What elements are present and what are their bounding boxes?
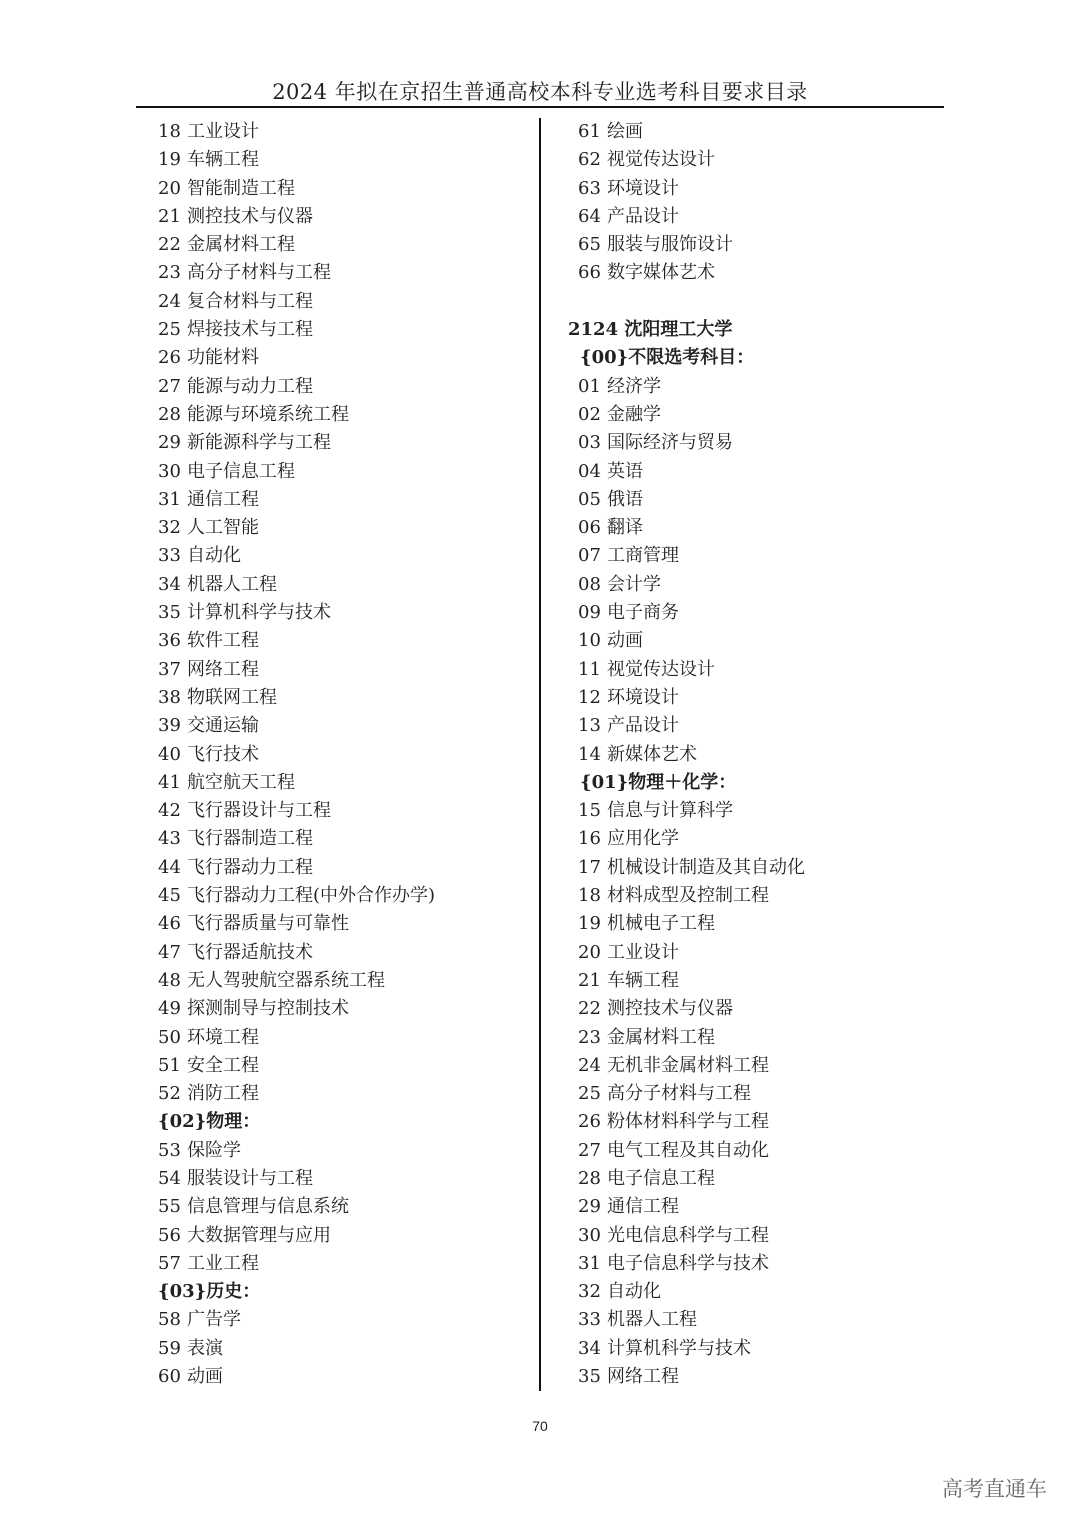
major-code: 05: [578, 488, 601, 510]
major-list-item: [568, 599, 805, 627]
major-list-item: [158, 995, 435, 1023]
major-code: 49: [158, 998, 181, 1020]
major-list-item: [568, 401, 805, 429]
major-name: 车辆工程: [607, 969, 679, 991]
major-list-item: [158, 1080, 435, 1108]
major-code: 30: [578, 1224, 601, 1246]
major-list-item: [568, 910, 805, 938]
major-name: 国际经济与贸易: [607, 432, 733, 454]
subject-requirement-heading: {03}历史：: [158, 1281, 261, 1303]
major-code: 32: [158, 517, 181, 539]
major-name: 安全工程: [187, 1054, 259, 1076]
major-code: 42: [158, 800, 181, 822]
left-column: [158, 118, 435, 1391]
major-code: 08: [578, 573, 601, 595]
major-list-item: [158, 571, 435, 599]
university-heading: 2124 沈阳理工大学: [568, 319, 733, 341]
major-name: 信息与计算科学: [607, 800, 733, 822]
major-list-item: [158, 741, 435, 769]
major-list-item: [158, 684, 435, 712]
major-code: 16: [578, 828, 601, 850]
major-name: 飞行器动力工程(中外合作办学): [187, 885, 436, 907]
major-code: 01: [578, 375, 601, 397]
major-code: 20: [158, 177, 181, 199]
major-name: 新媒体艺术: [607, 743, 697, 765]
major-code: 52: [158, 1083, 181, 1105]
major-list-item: [568, 259, 805, 287]
major-list-item: [158, 712, 435, 740]
major-list-item: [568, 1052, 805, 1080]
major-code: 04: [578, 460, 601, 482]
major-code: 06: [578, 517, 601, 539]
major-list-item: [568, 854, 805, 882]
major-list-item: [158, 1024, 435, 1052]
major-name: 金融学: [607, 403, 661, 425]
major-list-item: [158, 910, 435, 938]
major-list-item: [568, 571, 805, 599]
major-list-item: [158, 344, 435, 372]
major-code: 28: [158, 403, 181, 425]
major-name: 经济学: [607, 375, 661, 397]
major-name: 通信工程: [607, 1196, 679, 1218]
major-name: 探测制导与控制技术: [187, 998, 349, 1020]
major-code: 35: [158, 602, 181, 624]
major-list-item: [568, 995, 805, 1023]
major-name: 环境设计: [607, 177, 679, 199]
major-name: 飞行器制造工程: [187, 828, 313, 850]
major-name: 人工智能: [187, 517, 259, 539]
major-name: 大数据管理与应用: [187, 1224, 331, 1246]
major-code: 39: [158, 715, 181, 737]
major-name: 焊接技术与工程: [187, 319, 313, 341]
major-code: 44: [158, 856, 181, 878]
page-title: 2024 年拟在京招生普通高校本科专业选考科目要求目录: [272, 80, 808, 104]
subject-requirement-heading: {02}物理：: [158, 1111, 261, 1133]
major-name: 高分子材料与工程: [187, 262, 331, 284]
major-list-item: [568, 741, 805, 769]
major-name: 金属材料工程: [607, 1026, 715, 1048]
major-name: 机械设计制造及其自动化: [607, 856, 805, 878]
major-list-item: [158, 939, 435, 967]
major-list-item: [568, 1335, 805, 1363]
major-list-item: [568, 967, 805, 995]
major-name: 飞行器动力工程: [187, 856, 313, 878]
major-list-item: [158, 373, 435, 401]
major-name: 飞行技术: [187, 743, 259, 765]
major-code: 19: [158, 149, 181, 171]
major-name: 通信工程: [187, 488, 259, 510]
major-code: 22: [578, 998, 601, 1020]
major-list-item: [158, 514, 435, 542]
major-code: 28: [578, 1167, 601, 1189]
major-name: 视觉传达设计: [607, 658, 715, 680]
major-list-item: [568, 429, 805, 457]
major-code: 53: [158, 1139, 181, 1161]
major-name: 飞行器设计与工程: [187, 800, 331, 822]
major-name: 视觉传达设计: [607, 149, 715, 171]
major-name: 电气工程及其自动化: [607, 1139, 769, 1161]
major-name: 产品设计: [607, 205, 679, 227]
major-name: 工业工程: [187, 1252, 259, 1274]
major-list-item: [568, 1278, 805, 1306]
major-code: 29: [578, 1196, 601, 1218]
major-code: 07: [578, 545, 601, 567]
major-code: 43: [158, 828, 181, 850]
major-code: 11: [578, 658, 601, 680]
major-code: 61: [578, 121, 601, 142]
major-list-item: [158, 1335, 435, 1363]
major-list-item: [568, 825, 805, 853]
major-code: 19: [578, 913, 601, 935]
major-list-item: [158, 656, 435, 684]
major-list-item: [158, 175, 435, 203]
major-code: 54: [158, 1167, 181, 1189]
major-code: 31: [578, 1252, 601, 1274]
major-list-item: [158, 797, 435, 825]
major-list-item: [158, 825, 435, 853]
major-name: 俄语: [607, 488, 643, 510]
major-list-item: [158, 769, 435, 797]
major-name: 工商管理: [607, 545, 679, 567]
major-list-item: [158, 627, 435, 655]
right-column: [568, 118, 805, 1391]
major-code: 33: [158, 545, 181, 567]
major-code: 50: [158, 1026, 181, 1048]
major-name: 会计学: [607, 573, 661, 595]
major-code: 09: [578, 602, 601, 624]
major-name: 服装与服饰设计: [607, 234, 733, 256]
major-name: 功能材料: [187, 347, 259, 369]
major-name: 翻译: [607, 517, 643, 539]
major-list-item: [568, 1306, 805, 1334]
major-code: 10: [578, 630, 601, 652]
column-divider: [539, 118, 541, 1391]
major-name: 网络工程: [607, 1366, 679, 1388]
major-code: 64: [578, 205, 601, 227]
major-code: 34: [158, 573, 181, 595]
major-code: 34: [578, 1337, 601, 1359]
major-list-item: [158, 203, 435, 231]
major-code: 30: [158, 460, 181, 482]
major-code: 62: [578, 149, 601, 171]
major-code: 03: [578, 432, 601, 454]
major-name: 电子信息工程: [187, 460, 295, 482]
major-code: 65: [578, 234, 601, 256]
header-rule: [136, 106, 944, 108]
major-code: 55: [158, 1196, 181, 1218]
major-name: 计算机科学与技术: [607, 1337, 751, 1359]
major-code: 33: [578, 1309, 601, 1331]
major-code: 46: [158, 913, 181, 935]
major-name: 计算机科学与技术: [187, 602, 331, 624]
major-name: 无机非金属材料工程: [607, 1054, 769, 1076]
major-name: 环境工程: [187, 1026, 259, 1048]
major-name: 软件工程: [187, 630, 259, 652]
major-name: 自动化: [187, 545, 241, 567]
major-list-item: [568, 1137, 805, 1165]
major-code: 56: [158, 1224, 181, 1246]
major-code: 21: [158, 205, 181, 227]
major-list-item: [158, 288, 435, 316]
major-code: 14: [578, 743, 601, 765]
major-name: 保险学: [187, 1139, 241, 1161]
major-name: 交通运输: [187, 715, 259, 737]
major-list-item: [568, 1250, 805, 1278]
major-name: 飞行器质量与可靠性: [187, 913, 349, 935]
major-list-item: [158, 1363, 435, 1391]
major-name: 物联网工程: [187, 686, 277, 708]
major-code: 60: [158, 1366, 181, 1388]
major-list-item: [568, 1108, 805, 1136]
major-code: 51: [158, 1054, 181, 1076]
major-name: 机器人工程: [607, 1309, 697, 1331]
major-code: 23: [578, 1026, 601, 1048]
major-code: 21: [578, 969, 601, 991]
major-code: 12: [578, 686, 601, 708]
major-list-item: [158, 854, 435, 882]
major-list-item: [568, 542, 805, 570]
major-list-item: [158, 1165, 435, 1193]
major-name: 车辆工程: [187, 149, 259, 171]
subject-requirement-heading: {00}不限选考科目：: [580, 347, 755, 369]
major-list-item: [158, 486, 435, 514]
major-list-item: [568, 627, 805, 655]
major-list-item: [158, 1306, 435, 1334]
major-list-item: [568, 1024, 805, 1052]
major-name: 测控技术与仪器: [187, 205, 313, 227]
major-name: 广告学: [187, 1309, 241, 1331]
major-code: 48: [158, 969, 181, 991]
major-list-item: [158, 1052, 435, 1080]
major-code: 38: [158, 686, 181, 708]
major-code: 20: [578, 941, 601, 963]
major-list-item: [158, 1137, 435, 1165]
major-code: 41: [158, 771, 181, 793]
major-code: 58: [158, 1309, 181, 1331]
major-list-item: [568, 458, 805, 486]
major-name: 工业设计: [607, 941, 679, 963]
major-code: 17: [578, 856, 601, 878]
major-name: 应用化学: [607, 828, 679, 850]
major-code: 24: [158, 290, 181, 312]
major-list-item: [158, 599, 435, 627]
major-code: 13: [578, 715, 601, 737]
major-name: 智能制造工程: [187, 177, 295, 199]
major-code: 02: [578, 403, 601, 425]
major-list-item: [568, 231, 805, 259]
major-code: 47: [158, 941, 181, 963]
major-name: 电子信息工程: [607, 1167, 715, 1189]
major-list-item: [158, 231, 435, 259]
major-list-item: [568, 712, 805, 740]
major-list-item: [568, 1193, 805, 1221]
major-list-item: [158, 458, 435, 486]
major-list-item: [568, 175, 805, 203]
major-code: 40: [158, 743, 181, 765]
major-name: 新能源科学与工程: [187, 432, 331, 454]
major-list-item: [568, 882, 805, 910]
subject-requirement-heading: {01}物理＋化学：: [580, 771, 737, 793]
major-code: 23: [158, 262, 181, 284]
major-list-item: [568, 939, 805, 967]
major-list-item: [158, 146, 435, 174]
major-name: 信息管理与信息系统: [187, 1196, 349, 1218]
major-name: 表演: [187, 1337, 223, 1359]
major-code: 57: [158, 1252, 181, 1274]
major-code: 18: [158, 121, 181, 142]
major-name: 粉体材料科学与工程: [607, 1111, 769, 1133]
major-code: 25: [158, 319, 181, 341]
major-list-item: [158, 118, 435, 146]
major-name: 金属材料工程: [187, 234, 295, 256]
major-code: 18: [578, 885, 601, 907]
major-name: 消防工程: [187, 1083, 259, 1105]
major-code: 22: [158, 234, 181, 256]
major-name: 测控技术与仪器: [607, 998, 733, 1020]
major-name: 能源与环境系统工程: [187, 403, 349, 425]
major-name: 航空航天工程: [187, 771, 295, 793]
major-name: 环境设计: [607, 686, 679, 708]
major-name: 工业设计: [187, 121, 259, 142]
major-list-item: [158, 429, 435, 457]
major-name: 自动化: [607, 1281, 661, 1303]
major-list-item: [158, 1250, 435, 1278]
major-list-item: [568, 118, 805, 146]
major-list-item: [568, 797, 805, 825]
page-number: 70: [532, 1418, 548, 1434]
major-code: 32: [578, 1281, 601, 1303]
major-list-item: [568, 373, 805, 401]
major-name: 绘画: [607, 121, 643, 142]
major-code: 27: [578, 1139, 601, 1161]
major-name: 产品设计: [607, 715, 679, 737]
major-code: 59: [158, 1337, 181, 1359]
major-list-item: [568, 656, 805, 684]
major-list-item: [568, 146, 805, 174]
major-name: 电子商务: [607, 602, 679, 624]
major-name: 动画: [187, 1366, 223, 1388]
major-code: 36: [158, 630, 181, 652]
major-name: 机械电子工程: [607, 913, 715, 935]
major-list-item: [158, 316, 435, 344]
major-name: 数字媒体艺术: [607, 262, 715, 284]
major-code: 24: [578, 1054, 601, 1076]
major-code: 37: [158, 658, 181, 680]
major-name: 高分子材料与工程: [607, 1083, 751, 1105]
major-code: 45: [158, 885, 181, 907]
watermark: 高考直通车: [942, 1477, 1047, 1501]
major-name: 能源与动力工程: [187, 375, 313, 397]
major-list-item: [158, 259, 435, 287]
major-list-item: [158, 967, 435, 995]
major-list-item: [568, 1363, 805, 1391]
major-list-item: [568, 1080, 805, 1108]
blank-line: [568, 288, 805, 316]
major-code: 29: [158, 432, 181, 454]
major-name: 飞行器适航技术: [187, 941, 313, 963]
major-name: 机器人工程: [187, 573, 277, 595]
major-code: 25: [578, 1083, 601, 1105]
major-list-item: [568, 203, 805, 231]
major-name: 服装设计与工程: [187, 1167, 313, 1189]
major-code: 31: [158, 488, 181, 510]
major-list-item: [568, 1165, 805, 1193]
major-list-item: [568, 1222, 805, 1250]
major-list-item: [158, 1222, 435, 1250]
major-name: 网络工程: [187, 658, 259, 680]
major-code: 35: [578, 1366, 601, 1388]
major-list-item: [568, 684, 805, 712]
major-list-item: [158, 401, 435, 429]
major-list-item: [568, 486, 805, 514]
major-list-item: [158, 542, 435, 570]
major-name: 复合材料与工程: [187, 290, 313, 312]
major-code: 66: [578, 262, 601, 284]
major-name: 电子信息科学与技术: [607, 1252, 769, 1274]
major-name: 材料成型及控制工程: [607, 885, 769, 907]
major-list-item: [568, 514, 805, 542]
major-name: 英语: [607, 460, 643, 482]
major-code: 15: [578, 800, 601, 822]
major-name: 光电信息科学与工程: [607, 1224, 769, 1246]
major-name: 动画: [607, 630, 643, 652]
major-name: 无人驾驶航空器系统工程: [187, 969, 385, 991]
major-list-item: [158, 1193, 435, 1221]
major-code: 26: [158, 347, 181, 369]
major-code: 27: [158, 375, 181, 397]
major-code: 26: [578, 1111, 601, 1133]
major-code: 63: [578, 177, 601, 199]
major-list-item: [158, 882, 435, 910]
